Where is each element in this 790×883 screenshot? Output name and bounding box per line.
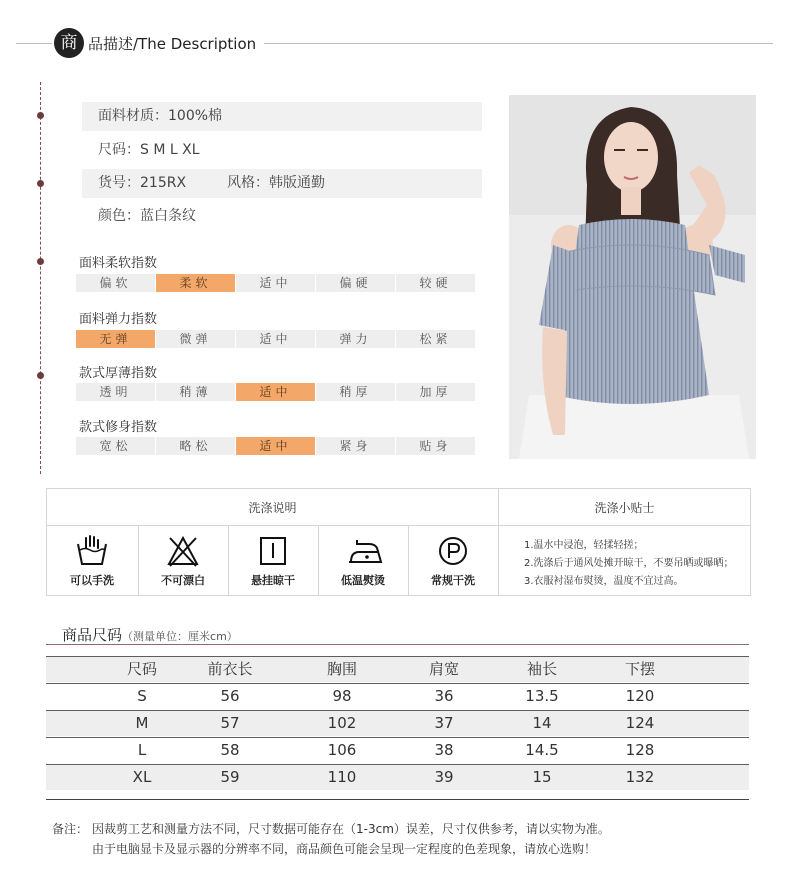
size-row-rule xyxy=(46,656,749,657)
care-label: 低温熨烫 xyxy=(341,574,385,587)
size-cell: 98 xyxy=(332,687,352,705)
header-rule-right xyxy=(264,43,773,44)
index-option: 宽松 xyxy=(76,437,155,455)
index-title: 面料柔软指数 xyxy=(79,256,158,271)
timeline-dot xyxy=(37,258,44,265)
size-row xyxy=(46,764,749,790)
size-header-row xyxy=(46,656,749,682)
index-scale xyxy=(76,383,476,401)
size-row xyxy=(46,710,749,736)
size-chart-title xyxy=(62,624,238,645)
index-option: 贴身 xyxy=(396,437,475,455)
care-label: 悬挂晾干 xyxy=(251,574,295,587)
index-option: 偏硬 xyxy=(316,274,395,292)
size-cell: M xyxy=(135,714,149,732)
timeline-dot xyxy=(37,372,44,379)
care-tip: 3.衣服衬湿布熨烫，温度不宜过高。 xyxy=(524,576,684,587)
page-title: 品描述/The Description xyxy=(88,35,257,53)
size-cell: 128 xyxy=(625,741,655,759)
care-hand-wash xyxy=(47,526,137,595)
size-header-cell: 胸围 xyxy=(326,660,357,678)
size-cell: 39 xyxy=(434,768,454,786)
care-label: 常规干洗 xyxy=(431,574,475,587)
size-row-rule xyxy=(46,737,749,738)
low-iron-icon xyxy=(347,534,383,568)
index-title: 款式修身指数 xyxy=(79,420,158,435)
size-cell: 132 xyxy=(625,768,655,786)
size-cell: 38 xyxy=(434,741,454,759)
index-option: 适中 xyxy=(236,330,315,348)
index-option: 略松 xyxy=(156,437,235,455)
size-header-cell: 前衣长 xyxy=(207,660,253,678)
index-option: 微弹 xyxy=(156,330,235,348)
size-cell: 15 xyxy=(532,768,552,786)
size-cell: 13.5 xyxy=(525,687,559,705)
attr-color: 颜色：蓝白条纹 xyxy=(98,208,196,224)
size-row-rule xyxy=(46,683,749,684)
attr-style: 风格：韩版通勤 xyxy=(227,175,325,191)
attr-size: 尺码：S M L XL xyxy=(98,142,200,158)
care-hang-dry xyxy=(228,526,318,595)
index-option: 稍厚 xyxy=(316,383,395,401)
size-header-cell: 下摆 xyxy=(624,660,655,678)
attr-item-no: 货号：215RX xyxy=(98,175,187,191)
remark-line-1: 因裁剪工艺和测量方法不同，尺寸数据可能存在（1-3cm）误差，尺寸仅供参考，请以实物为准。 xyxy=(92,822,610,836)
size-chart-rule xyxy=(46,644,749,645)
care-heading-left: 洗涤说明 xyxy=(248,501,297,515)
size-cell: 124 xyxy=(625,714,655,732)
remark-label: 备注： xyxy=(52,822,89,836)
index-option: 弹力 xyxy=(316,330,395,348)
index-option: 透明 xyxy=(76,383,155,401)
care-dry-clean xyxy=(408,526,498,595)
index-option: 加厚 xyxy=(396,383,475,401)
attr-size-row xyxy=(82,136,482,165)
care-tip: 1.温水中浸泡，轻揉轻搓； xyxy=(524,540,644,551)
index-option: 较硬 xyxy=(396,274,475,292)
size-row xyxy=(46,737,749,763)
index-option: 松紧 xyxy=(396,330,475,348)
size-row-rule xyxy=(46,764,749,765)
care-low-iron xyxy=(318,526,408,595)
size-cell: 106 xyxy=(327,741,357,759)
care-label: 可以手洗 xyxy=(70,574,114,587)
index-option-selected: 无弹 xyxy=(76,330,155,348)
attr-color-row xyxy=(82,202,482,231)
index-option: 偏软 xyxy=(76,274,155,292)
size-chart-title-text: 商品尺码 xyxy=(62,626,123,644)
size-header-cell: 袖长 xyxy=(526,660,557,678)
size-cell: 59 xyxy=(220,768,240,786)
header-badge: 商 xyxy=(54,28,84,58)
size-cell: 120 xyxy=(625,687,655,705)
timeline-dot xyxy=(37,112,44,119)
size-cell: 36 xyxy=(434,687,454,705)
attr-fabric-row xyxy=(82,102,482,131)
no-bleach-icon xyxy=(167,534,199,568)
size-cell: 14 xyxy=(532,714,552,732)
size-row-rule xyxy=(46,799,749,800)
size-cell: XL xyxy=(132,768,152,786)
remark-line-2: 由于电脑显卡及显示器的分辨率不同，商品颜色可能会呈现一定程度的色差现象，请放心选购！ xyxy=(92,842,597,856)
index-option: 稍薄 xyxy=(156,383,235,401)
index-scale xyxy=(76,330,476,348)
care-heading-right: 洗涤小贴士 xyxy=(594,501,655,515)
product-photo xyxy=(509,95,756,459)
index-scale xyxy=(76,274,476,292)
dry-clean-icon xyxy=(437,534,469,568)
size-cell: L xyxy=(137,741,147,759)
index-title: 面料弹力指数 xyxy=(79,312,158,327)
care-tip: 2.洗涤后于通风处摊开晾干，不要吊晒或曝晒； xyxy=(524,558,734,569)
size-header-cell: 肩宽 xyxy=(428,660,459,678)
size-cell: 102 xyxy=(327,714,357,732)
index-option-selected: 柔软 xyxy=(156,274,235,292)
size-unit-note: （测量单位：厘米cm） xyxy=(122,630,238,643)
header-rule-left xyxy=(16,43,52,44)
index-option-selected: 适中 xyxy=(236,383,315,401)
index-option: 紧身 xyxy=(316,437,395,455)
index-option-selected: 适中 xyxy=(236,437,315,455)
index-scale xyxy=(76,437,476,455)
attr-item-row xyxy=(82,169,482,198)
timeline xyxy=(40,82,41,474)
timeline-dot xyxy=(37,180,44,187)
care-no-bleach xyxy=(138,526,228,595)
index-title: 款式厚薄指数 xyxy=(79,366,158,381)
care-label: 不可漂白 xyxy=(161,574,205,587)
size-cell: 58 xyxy=(220,741,240,759)
size-row-rule xyxy=(46,710,749,711)
hang-dry-icon xyxy=(257,534,289,568)
size-cell: 57 xyxy=(220,714,240,732)
size-header-cell: 尺码 xyxy=(126,660,157,678)
size-cell: 37 xyxy=(434,714,454,732)
size-cell: S xyxy=(137,687,147,705)
attr-fabric: 面料材质：100%棉 xyxy=(98,108,223,124)
index-option: 适中 xyxy=(236,274,315,292)
size-cell: 14.5 xyxy=(525,741,559,759)
size-row xyxy=(46,683,749,709)
size-cell: 110 xyxy=(327,768,357,786)
size-cell: 56 xyxy=(220,687,240,705)
hand-wash-icon xyxy=(76,534,108,568)
